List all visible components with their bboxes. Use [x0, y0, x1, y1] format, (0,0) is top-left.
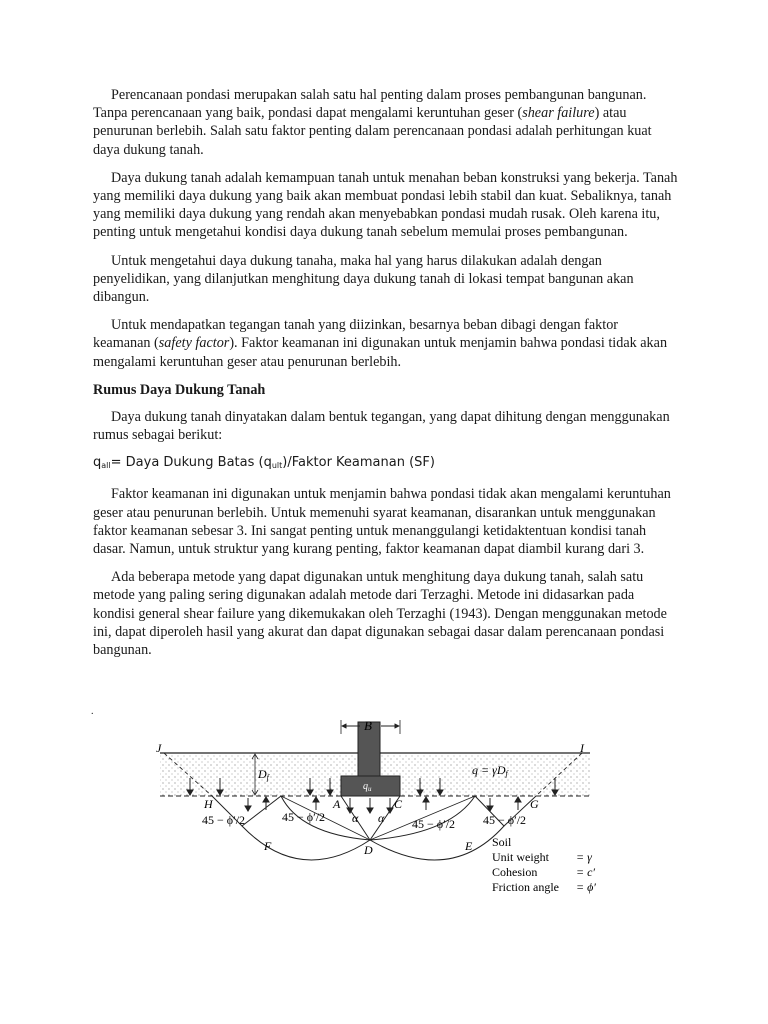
- d-label: D: [364, 843, 373, 857]
- q-equation-label: q = γDf: [472, 763, 508, 778]
- text: Untuk mendapatkan tegangan tanah yang diizinkan, besarnya beban dibagi dengan faktor keamanan (: [93, 317, 619, 352]
- formula-line: [93, 454, 679, 475]
- log-spiral-left: [242, 826, 370, 860]
- text: q: [263, 455, 272, 471]
- paragraph-terzaghi: Ada beberapa metode yang dapat digunakan untuk menghitung daya dukung tanah, salah satu metode yang paling sering digunakan adalah metode dari Terzaghi. Metode ini didasarkan pada kondisi general shear failure yang dikemukakan oleh Terzaghi (1943). Dengan menggunakan metode ini, dapat diperoleh hasil yang akurat dan dapat digunakan sebagai dasar dalam perencanaan pondasi bangunan.: [93, 569, 667, 659]
- svg-text:= γ: = γ: [576, 850, 592, 864]
- svg-text:Cohesion: Cohesion: [492, 865, 538, 879]
- alpha-right: α: [378, 811, 385, 825]
- a-label: A: [333, 797, 341, 811]
- f-label: F: [264, 839, 272, 853]
- document-body: [93, 86, 679, 669]
- paragraph-investigation: Untuk mengetahui daya dukung tanaha, maka hal yang harus dilakukan adalah dengan penyelidikan, yang dilanjutkan menghitung daya dukung tanah di lokasi tempat bangunan akan dibangun.: [93, 252, 634, 306]
- alpha-left: α: [352, 811, 359, 825]
- paragraph-formula-intro: Daya dukung tanah dinyatakan dalam bentuk tegangan, yang dapat dihitung dengan menggunakan rumus sebagai berikut:: [93, 408, 670, 444]
- text: Perencanaan pondasi merupakan salah satu hal penting dalam proses pembangunan bangunan. Tanpa perencanaan yang baik, pondasi dapat mengalami keruntuhan geser (: [93, 87, 647, 122]
- text: ult: [271, 461, 283, 471]
- text-italic: safety factor: [158, 335, 230, 352]
- paragraph-definition: Daya dukung tanah adalah kemampuan tanah untuk menahan beban konstruksi yang bekerja. Tanah yang memiliki daya dukung yang baik akan membuat pondasi lebih stabil dan kuat. Sebaliknya, tanah yang memiliki daya dukung yang rendah akan menyebabkan pondasi mudah rusak. Oleh karena itu, penting untuk mengetahui kondisi daya dukung tanah sebelum memulai proses pembangunan.: [93, 169, 678, 241]
- df-label: Df: [258, 767, 269, 782]
- c-label: C: [394, 797, 403, 811]
- angle-label-1: 45 − ϕ′/2: [202, 813, 246, 827]
- svg-text:= ϕ′: = ϕ′: [576, 880, 596, 894]
- paragraph-safety-factor: [93, 316, 679, 371]
- text: q: [93, 455, 102, 471]
- stray-dot: .: [91, 706, 94, 717]
- angle-label-3: 45 − ϕ′/2: [412, 817, 456, 831]
- qu-label: $q_u$: [363, 781, 372, 793]
- text: ). Faktor keamanan ini digunakan untuk menjamin bahwa pondasi tidak akan mengalami keruntuhan geser atau penurunan berlebih.: [93, 335, 668, 370]
- text: all: [101, 461, 111, 471]
- text: ) atau penurunan berlebih. Salah satu faktor penting dalam perencanaan pondasi adalah perhitungan kuat daya dukung tanah.: [93, 105, 652, 158]
- svg-text:= c′: = c′: [576, 865, 596, 879]
- svg-text:Unit weight: Unit weight: [492, 850, 549, 864]
- h-label: H: [204, 797, 213, 811]
- text: = Daya Dukung Batas (: [110, 455, 264, 471]
- paragraph-safety-recommendation: Faktor keamanan ini digunakan untuk menjamin bahwa pondasi tidak akan mengalami keruntuhan geser atau penurunan berlebih. Untuk memenuhi syarat keamanan, disarankan untuk menggunakan faktor keamanan sebesar 3. Ini sangat penting untuk menanggulangi ketidaktentuan kondisi tanah dasar. Namun, untuk struktur yang kurang penting, faktor keamanan dapat diambil kurang dari 3.: [93, 486, 671, 558]
- soil-legend: [492, 835, 596, 894]
- section-heading: Rumus Daya Dukung Tanah: [93, 381, 266, 398]
- text: )/Faktor Keamanan (SF): [282, 455, 435, 471]
- e-label: E: [465, 839, 473, 853]
- angle-label-2: 45 − ϕ′/2: [282, 810, 326, 824]
- paragraph-intro: [93, 86, 679, 159]
- svg-text:Soil: Soil: [492, 835, 512, 849]
- svg-text:Friction angle: Friction angle: [492, 880, 559, 894]
- log-spiral-right: [370, 826, 504, 860]
- terzaghi-failure-diagram: [150, 716, 620, 906]
- i-label: I: [580, 741, 584, 755]
- text-italic: shear failure: [522, 105, 595, 122]
- angle-label-4: 45 − ϕ′/2: [483, 813, 527, 827]
- g-label: G: [530, 797, 539, 811]
- b-label: B: [364, 718, 372, 733]
- j-label: J: [156, 741, 162, 755]
